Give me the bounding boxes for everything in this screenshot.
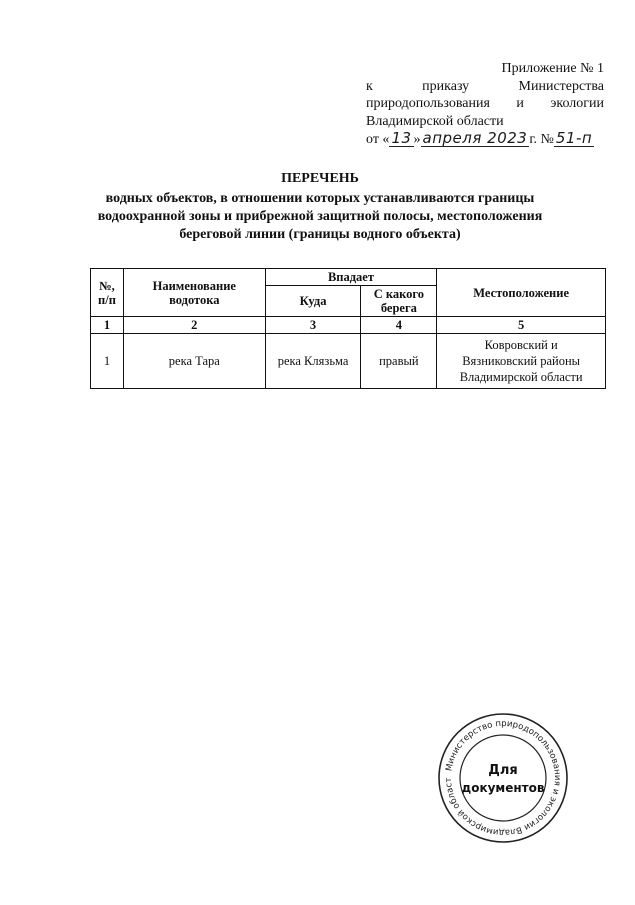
header-where: Куда bbox=[265, 286, 361, 317]
cell-where: река Клязьма bbox=[265, 334, 361, 389]
heading-line-1: водных объектов, в отношении которых устанавливаются границы bbox=[105, 191, 535, 206]
table-col-numbers-row bbox=[91, 317, 606, 334]
cell-num: 1 bbox=[91, 334, 124, 389]
order-number: 51-п bbox=[555, 129, 593, 147]
stamp-graphic bbox=[437, 712, 569, 844]
header-bank: С какого берега bbox=[361, 286, 437, 317]
appendix-nature: природопользования bbox=[366, 96, 490, 111]
date-g: г. № bbox=[529, 132, 554, 147]
stamp-line-1: Для bbox=[488, 763, 518, 778]
appendix-ministry: Министерства bbox=[518, 78, 604, 94]
appendix-block bbox=[366, 60, 604, 149]
cell-location-line-1: Ковровский и bbox=[484, 338, 558, 352]
header-location: Местоположение bbox=[437, 269, 606, 317]
appendix-region: Владимирской области bbox=[366, 113, 504, 129]
stamp-line-2: документов bbox=[461, 781, 545, 795]
date-quote-close: » bbox=[413, 132, 421, 147]
header-name: Наименование водотока bbox=[123, 269, 265, 317]
date-month-year: апреля 2023 bbox=[422, 129, 528, 147]
appendix-prikazu: приказу bbox=[422, 78, 470, 94]
col-number: 3 bbox=[265, 317, 361, 334]
cell-name: река Тара bbox=[123, 334, 265, 389]
stamp-ring-textpath: Министерство природопользования и экологии Владимирской област bbox=[443, 718, 563, 838]
appendix-ecology: экологии bbox=[550, 96, 604, 111]
document-title: ПЕРЕЧЕНЬ bbox=[281, 171, 359, 186]
appendix-title: Приложение № 1 bbox=[501, 61, 604, 76]
col-number: 4 bbox=[361, 317, 437, 334]
appendix-k: к bbox=[366, 78, 373, 94]
header-flows-into: Впадает bbox=[265, 269, 437, 286]
table-row bbox=[91, 334, 606, 389]
header-num: №, п/п bbox=[91, 269, 124, 317]
col-number: 1 bbox=[91, 317, 124, 334]
cell-location-line-2: Вязниковский районы bbox=[462, 354, 581, 368]
cell-bank: правый bbox=[361, 334, 437, 389]
date-day: 13 bbox=[391, 129, 412, 147]
col-number: 2 bbox=[123, 317, 265, 334]
table-header-row-1 bbox=[91, 269, 606, 286]
col-number: 5 bbox=[437, 317, 606, 334]
stamp-outer-ring bbox=[439, 714, 567, 842]
round-stamp bbox=[437, 712, 569, 844]
appendix-line-ministry bbox=[366, 95, 604, 113]
stamp-inner-ring bbox=[460, 735, 546, 821]
heading-line-2: водоохранной зоны и прибрежной защитной полосы, местоположения bbox=[97, 209, 543, 224]
heading-line-3: береговой линии (границы водного объекта) bbox=[179, 227, 461, 242]
cell-location bbox=[437, 334, 606, 389]
appendix-date-line bbox=[366, 130, 604, 149]
date-prefix: от « bbox=[366, 132, 390, 147]
water-objects-table bbox=[90, 268, 606, 389]
appendix-line-order bbox=[366, 78, 604, 96]
cell-location-line-3: Владимирской области bbox=[459, 370, 583, 384]
appendix-and: и bbox=[516, 96, 524, 111]
document-heading bbox=[60, 170, 580, 244]
